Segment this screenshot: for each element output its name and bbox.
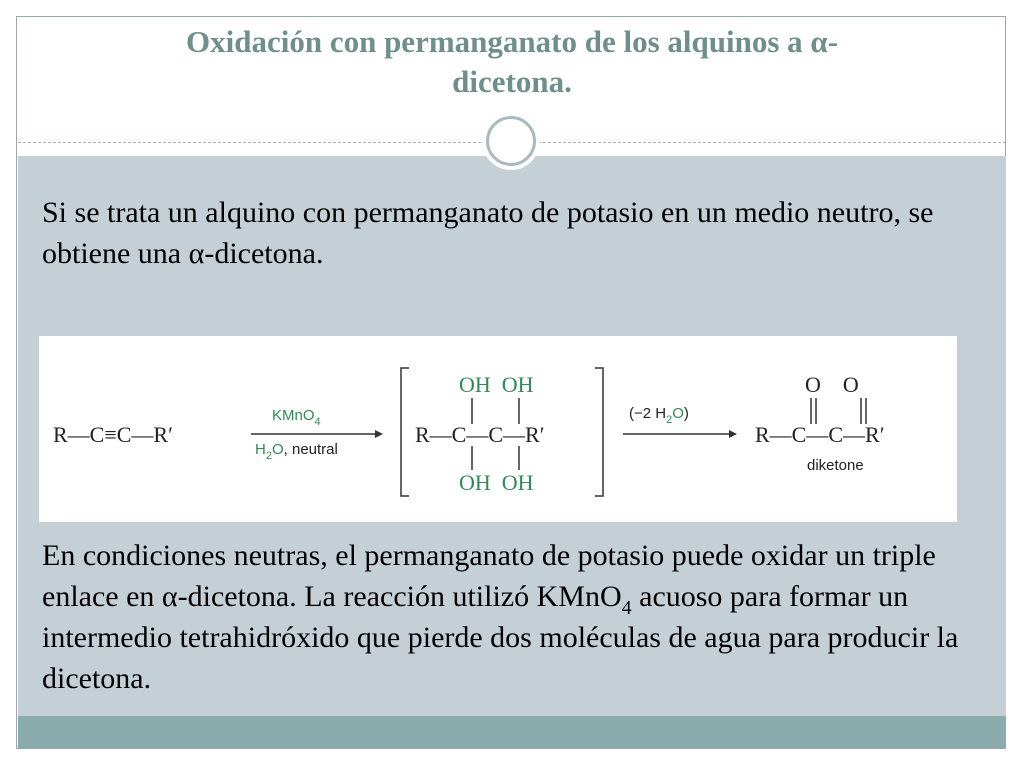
reactant-formula: R—C≡C—R′ <box>53 422 173 447</box>
intro-paragraph: Si se trata un alquino con permanganato de potasio en un medio neutro, se obtiene una α-dicetona. <box>42 196 934 270</box>
product-name: diketone <box>807 457 864 474</box>
explanation-paragraph <box>42 535 992 699</box>
explanation-subscript: 4 <box>621 597 632 619</box>
reaction-diagram <box>39 336 957 522</box>
intermediate-chain: R—C—C—R′ <box>415 422 545 447</box>
step2-label: (−2 $H_2O$) <box>629 405 689 426</box>
slide-title <box>18 22 1006 102</box>
right-bracket <box>595 368 603 496</box>
arrow-2-head <box>729 430 737 438</box>
title-line-1: Oxidación con permanganato de los alquinos a α- <box>185 24 839 59</box>
footer-bar <box>18 716 1006 748</box>
arrow-1-head <box>375 430 383 438</box>
reagent-bottom: $H_2O$, neutral <box>255 441 338 462</box>
product-chain: R—C—C—R′ <box>755 422 885 447</box>
circle-ornament-icon <box>482 112 540 170</box>
intermediate-top-oh: OH OH <box>459 372 534 397</box>
explanation-part-1: En condiciones neutras, el permanganato de potasio puede oxidar un triple enlace en α-dicetona. La reacción utilizó KMnO <box>42 539 936 613</box>
left-bracket <box>401 368 409 496</box>
reagent-top: KMnO$_4$ <box>272 407 321 428</box>
title-line-2: dicetona. <box>452 64 572 99</box>
product-oxygens: O O <box>805 372 859 397</box>
intermediate-bottom-oh: OH OH <box>459 470 534 495</box>
reaction-scheme <box>39 336 957 522</box>
explanation-part-2: acuoso para formar un intermedio tetrahidróxido que pierde dos moléculas de agua para producir la dicetona. <box>42 580 959 695</box>
